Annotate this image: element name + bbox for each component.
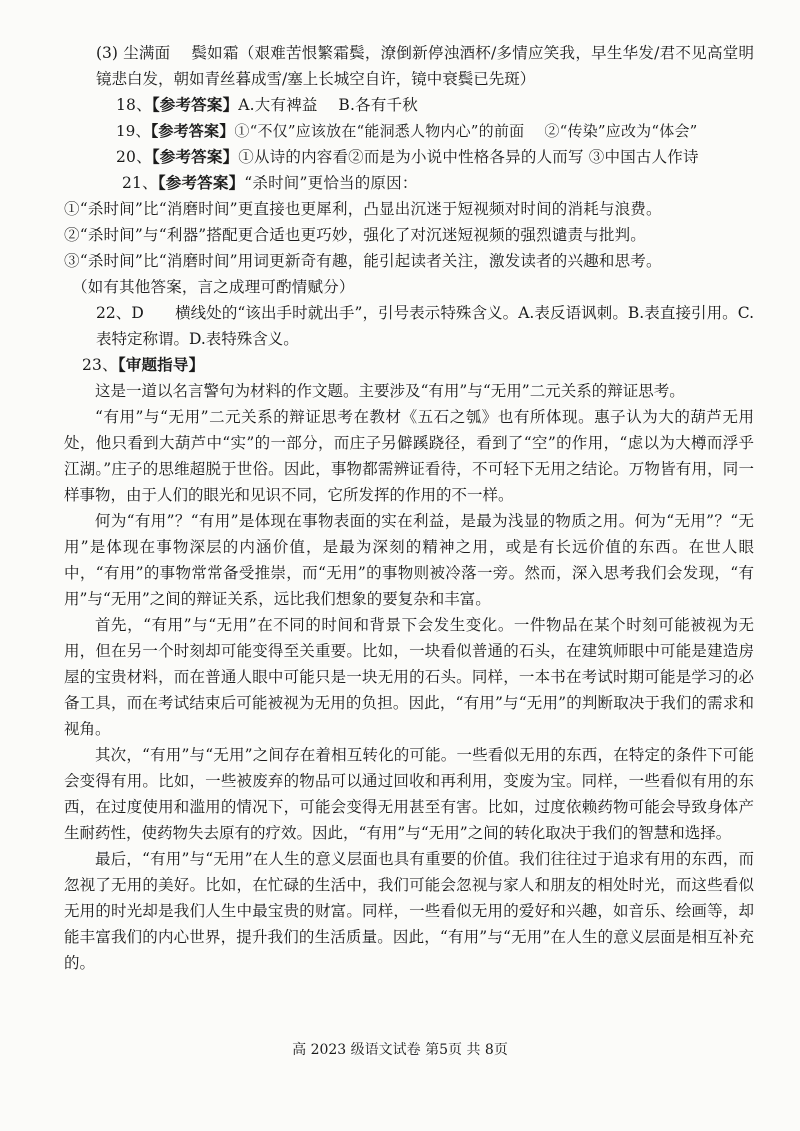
q21-tag: 【参考答案】 <box>157 173 245 192</box>
q19-text: ①“不仅”应该放在“能洞悉人物内心”的前面 ②“传染”应改为“体会” <box>234 122 698 140</box>
q20-text: ①从诗的内容看②而是为小说中性格各异的人而写 ③中国古人作诗 <box>238 148 699 166</box>
q18-tag: 【参考答案】 <box>151 95 239 114</box>
q19-number: 19、 <box>116 122 151 140</box>
q23-paragraph-1: 这是一道以名言警句为材料的作文题。主要涉及“有用”与“无用”二元关系的辩证思考。 <box>95 382 685 400</box>
q23-tag: 【审题指导】 <box>117 355 205 374</box>
q23-paragraph-4: 首先，“有用”与“无用”在不同的时间和背景下会发生变化。一件物品在某个时刻可能被视为无用，但在另一个时刻却可能变得至关重要。比如，一块看似普通的石头，在建筑师眼中可能是建造房屋的宝贵材料，而在普通人眼中可能只是一块无用的石头。同样，一本书在考试时期可能是学习的必备工具，而在考试结束后可能被视为无用的负担。因此，“有用”与“无用”的判断取决于我们的需求和视角。 <box>64 616 754 738</box>
q21-number: 21、 <box>122 174 158 192</box>
q21-point-2: ②“杀时间”与“利器”搭配更合适也更巧妙，强化了对沉迷短视频的强烈谴责与批判。 <box>64 226 646 244</box>
q3-answer: (3) 尘满面 鬓如霜（艰难苦恨繁霜鬓，潦倒新停浊酒杯/多情应笑我，早生华发/君不见高堂明镜悲白发，朝如青丝暮成雪/塞上长城空自许，镜中衰鬓已先斑） <box>96 44 754 88</box>
q20-number: 20、 <box>116 148 152 166</box>
q23-paragraph-6: 最后，“有用”与“无用”在人生的意义层面也具有重要的价值。我们往往过于追求有用的东西，而忽视了无用的美好。比如，在忙碌的生活中，我们可能会忽视与家人和朋友的相处时光，而这些看似无用的时光却是我们人生中最宝贵的财富。同样，一些看似无用的爱好和兴趣，如音乐、绘画等，却能丰富我们的内心世界，提升我们的生活质量。因此，“有用”与“无用”在人生的意义层面是相互补充的。 <box>64 850 754 972</box>
q22-answer <box>64 300 754 352</box>
q22-number: 22、 <box>96 304 132 322</box>
q23-heading <box>64 352 754 378</box>
q20-answer <box>64 144 754 170</box>
q22-text: 横线处的“该出手时就出手”，引号表示特殊含义。A.表反语讽刺。B.表直接引用。C.表特定称谓。D.表特殊含义。 <box>96 304 754 348</box>
q21-point-1: ①“杀时间”比“消磨时间”更直接也更犀利，凸显出沉迷于短视频对时间的消耗与浪费。 <box>64 200 662 218</box>
q19-answer <box>64 118 754 144</box>
q18-text: A.大有裨益 B.各有千秋 <box>238 96 418 114</box>
answer-page <box>64 40 754 976</box>
q18-answer <box>64 92 754 118</box>
q21-intro: “杀时间”更恰当的原因： <box>244 174 418 192</box>
q21-point-3: ③“杀时间”比“消磨时间”用词更新奇有趣，能引起读者关注，激发读者的兴趣和思考。 <box>64 252 662 270</box>
q21-note: （如有其他答案，言之成理可酌情赋分） <box>72 278 355 296</box>
q20-tag: 【参考答案】 <box>151 147 239 166</box>
q22-letter: D <box>131 304 144 322</box>
q23-paragraph-3: 何为“有用”？“有用”是体现在事物表面的实在利益，是最为浅显的物质之用。何为“无用”？“无用”是体现在事物深层的内涵价值，是最为深刻的精神之用，或是有长远价值的东西。在世人眼中，“有用”的事物常常备受推崇，而“无用”的事物则被冷落一旁。然而，深入思考我们会发现，“有用”与“无用”之间的辩证关系，远比我们想象的要复杂和丰富。 <box>64 512 754 608</box>
q23-number: 23、 <box>82 356 118 374</box>
q23-paragraph-2: “有用”与“无用”二元关系的辩证思考在教材《五石之瓠》也有所体现。惠子认为大的葫芦无用处，他只看到大葫芦中“实”的一部分，而庄子另僻蹊跷径，看到了“空”的作用，“虑以为大樽而浮乎江湖。”庄子的思维超脱于世俗。因此，事物都需辨证看待，不可轻下无用之结论。万物皆有用，同一样事物，由于人们的眼光和见识不同，它所发挥的作用的不一样。 <box>64 408 754 504</box>
q21-heading <box>64 170 754 196</box>
q19-tag: 【参考答案】 <box>150 122 235 140</box>
q23-paragraph-5: 其次，“有用”与“无用”之间存在着相互转化的可能。一些看似无用的东西，在特定的条件下可能会变得有用。比如，一些被废弃的物品可以通过回收和再利用，变废为宝。同样，一些看似有用的东西，在过度使用和滥用的情况下，可能会变得无用甚至有害。比如，过度依赖药物可能会导致身体产生耐药性，使药物失去原有的疗效。因此，“有用”与“无用”之间的转化取决于我们的智慧和选择。 <box>64 746 754 842</box>
q18-number: 18、 <box>116 96 152 114</box>
page-footer: 高 2023 级语文试卷 第5页 共 8页 <box>292 1042 508 1058</box>
